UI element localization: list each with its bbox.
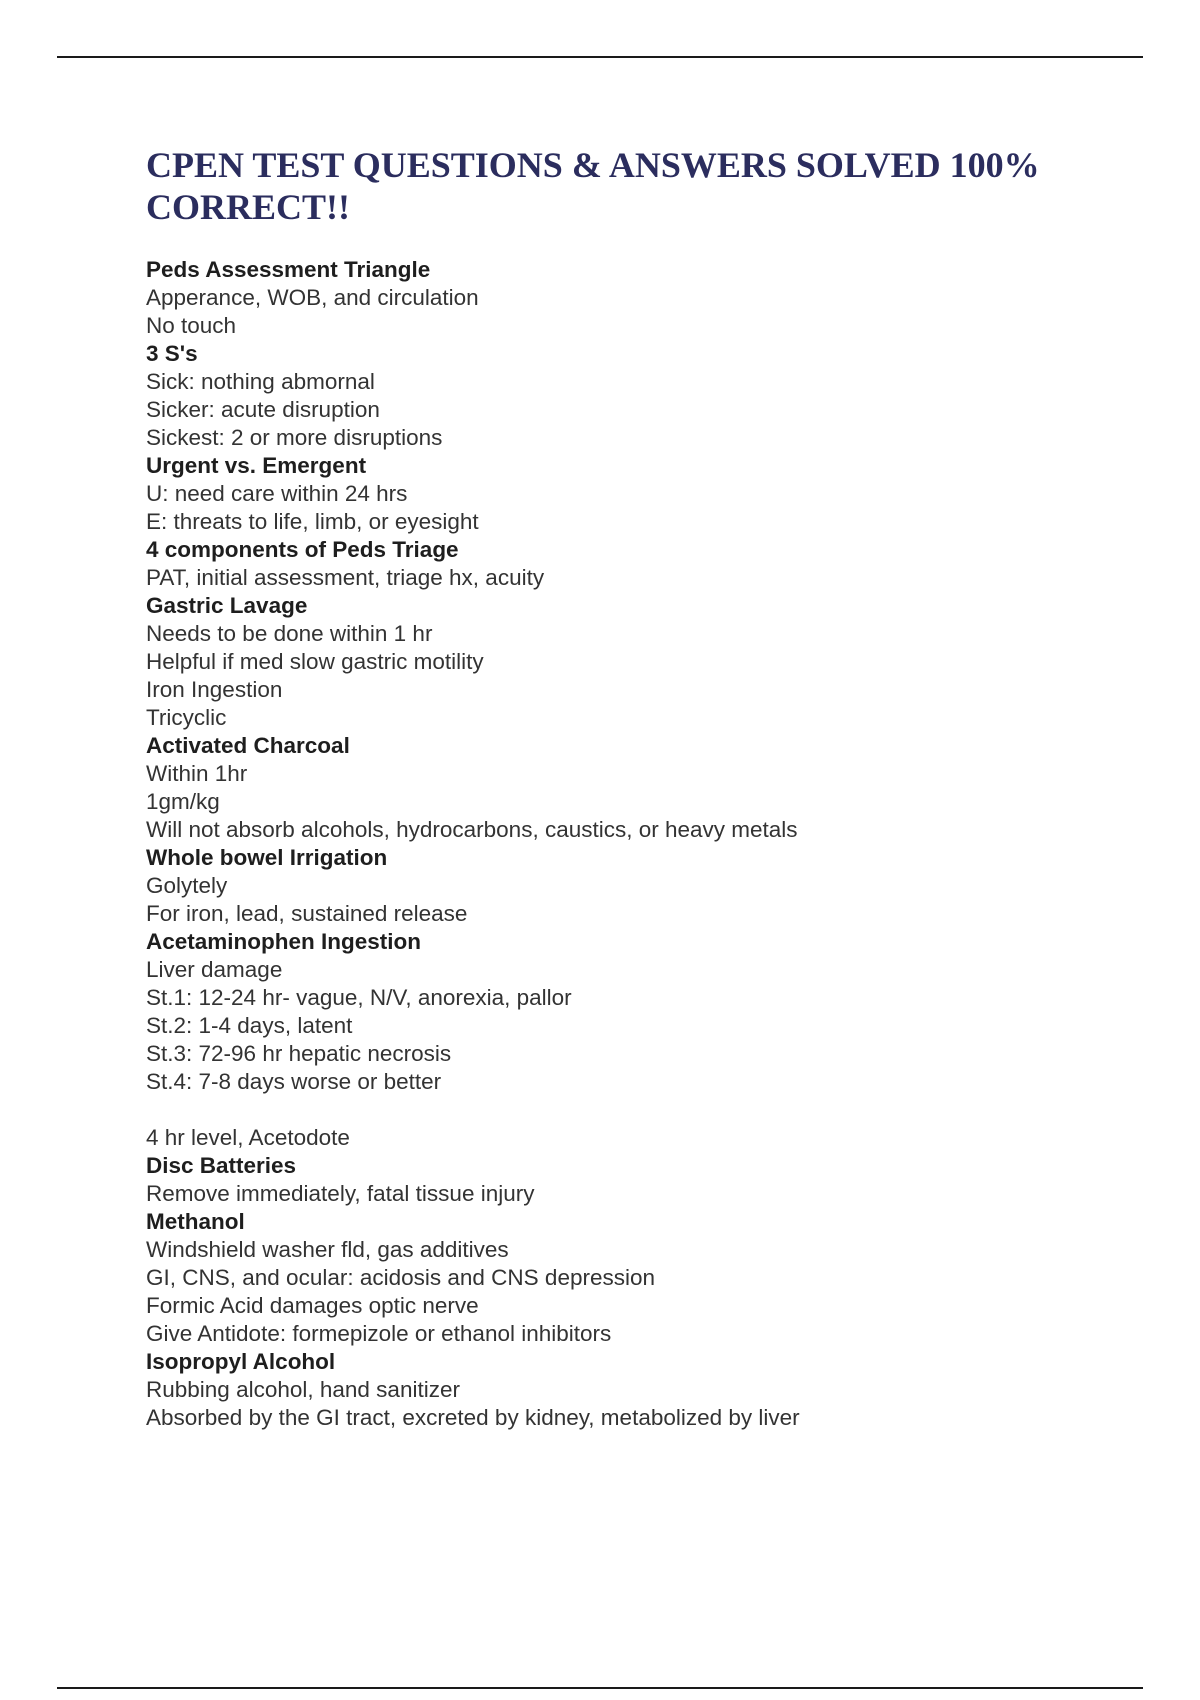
answer-line: St.1: 12-24 hr- vague, N/V, anorexia, pallor (146, 985, 572, 1010)
section-heading: Methanol (146, 1209, 245, 1234)
section-heading: Urgent vs. Emergent (146, 453, 367, 478)
section-heading: 4 components of Peds Triage (146, 537, 459, 562)
section-heading: Acetaminophen Ingestion (146, 929, 422, 954)
answer-line: 4 hr level, Acetodote (146, 1125, 350, 1150)
blank-line (146, 1096, 1126, 1124)
qa-section (146, 1208, 1126, 1348)
study-content (146, 256, 1126, 1432)
answer-line: Sicker: acute disruption (146, 397, 380, 422)
answer-line: E: threats to life, limb, or eyesight (146, 509, 479, 534)
section-heading: Gastric Lavage (146, 593, 308, 618)
answer-line: Absorbed by the GI tract, excreted by kidney, metabolized by liver (146, 1405, 800, 1430)
answer-line: Apperance, WOB, and circulation (146, 285, 479, 310)
document-title: CPEN TEST QUESTIONS & ANSWERS SOLVED 100% CORRECT!! (146, 145, 1040, 227)
qa-section (146, 536, 1126, 592)
answer-line: Within 1hr (146, 761, 248, 786)
answer-line: Sick: nothing abmornal (146, 369, 375, 394)
answer-line: Liver damage (146, 957, 283, 982)
section-heading: Peds Assessment Triangle (146, 257, 431, 282)
answer-line: Give Antidote: formepizole or ethanol inhibitors (146, 1321, 612, 1346)
bottom-rule (57, 1687, 1143, 1689)
answer-line: Formic Acid damages optic nerve (146, 1293, 479, 1318)
answer-line: Sickest: 2 or more disruptions (146, 425, 443, 450)
answer-line: Tricyclic (146, 705, 227, 730)
answer-line: St.2: 1-4 days, latent (146, 1013, 353, 1038)
answer-line: Golytely (146, 873, 228, 898)
section-heading: Activated Charcoal (146, 733, 350, 758)
qa-section (146, 928, 1126, 1152)
answer-line: U: need care within 24 hrs (146, 481, 408, 506)
qa-section (146, 592, 1126, 732)
qa-section (146, 340, 1126, 452)
section-heading: Isopropyl Alcohol (146, 1349, 336, 1374)
qa-section (146, 1152, 1126, 1208)
answer-line: 1gm/kg (146, 789, 220, 814)
answer-line: GI, CNS, and ocular: acidosis and CNS depression (146, 1265, 655, 1290)
answer-line: Remove immediately, fatal tissue injury (146, 1181, 535, 1206)
qa-section (146, 256, 1126, 340)
answer-line: Iron Ingestion (146, 677, 283, 702)
section-heading: Disc Batteries (146, 1153, 297, 1178)
section-heading: 3 S's (146, 341, 198, 366)
answer-line: Needs to be done within 1 hr (146, 621, 433, 646)
answer-line: Helpful if med slow gastric motility (146, 649, 484, 674)
answer-line: St.4: 7-8 days worse or better (146, 1069, 442, 1094)
section-heading: Whole bowel Irrigation (146, 845, 388, 870)
answer-line: St.3: 72-96 hr hepatic necrosis (146, 1041, 452, 1066)
qa-section (146, 732, 1126, 844)
top-rule (57, 56, 1143, 58)
answer-line: PAT, initial assessment, triage hx, acuity (146, 565, 545, 590)
answer-line: For iron, lead, sustained release (146, 901, 468, 926)
answer-line: No touch (146, 313, 237, 338)
answer-line: Rubbing alcohol, hand sanitizer (146, 1377, 460, 1402)
qa-section (146, 844, 1126, 928)
qa-section (146, 1348, 1126, 1432)
answer-line: Windshield washer fld, gas additives (146, 1237, 509, 1262)
answer-line: Will not absorb alcohols, hydrocarbons, caustics, or heavy metals (146, 817, 798, 842)
qa-section (146, 452, 1126, 536)
